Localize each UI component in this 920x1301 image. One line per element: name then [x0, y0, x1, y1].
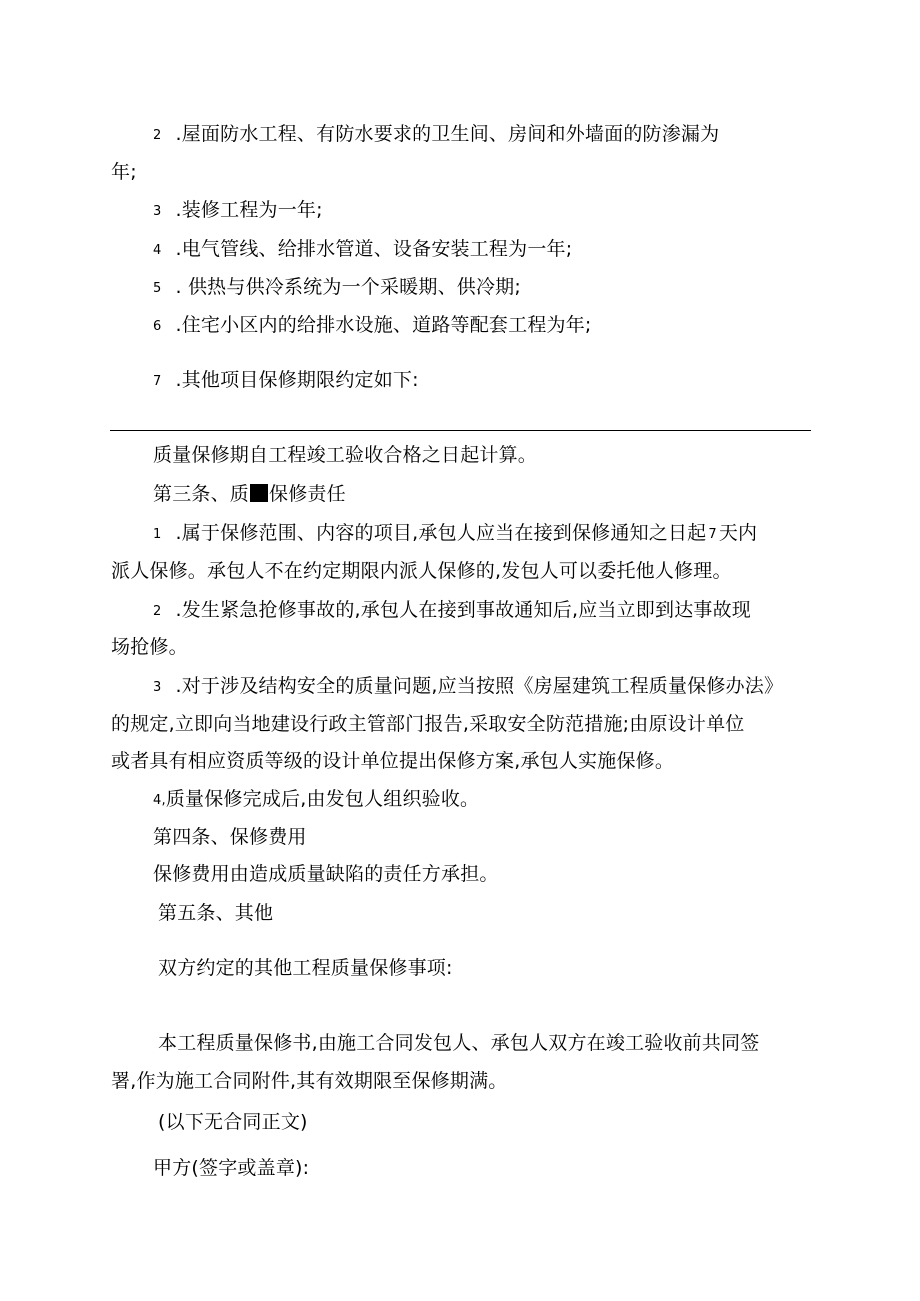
party-a-signature-label: 甲方(签字或盖章):	[153, 1157, 310, 1179]
warranty-item-2	[153, 121, 719, 149]
no-more-text-note: (以下无合同正文)	[158, 1111, 308, 1133]
item-number: 4	[153, 243, 162, 258]
article-3-item-4	[153, 786, 479, 814]
article-3-title	[153, 481, 346, 507]
item-number: 3	[153, 680, 162, 695]
item-text: .属于保修范围、内容的项目,承包人应当在接到保修通知之日起	[175, 522, 707, 544]
item-number: 1	[153, 527, 162, 542]
closing-line-2: 署,作为施工合同附件,其有效期限至保修期满。	[111, 1070, 508, 1092]
article-4-body: 保修费用由造成质量缺陷的责任方承担。	[153, 863, 499, 885]
warranty-item-5	[153, 274, 521, 302]
item-text-end: 天内	[718, 522, 758, 544]
item-text: .对于涉及结构安全的质量问题,应当按照《房屋建筑工程质量保修办法》	[175, 675, 784, 697]
article-3-item-1	[153, 520, 757, 548]
article-3-title-b: 保修责任	[269, 483, 346, 505]
redacted-char-block	[250, 484, 268, 502]
article-3-item-3-continuation-2: 或者具有相应资质等级的设计单位提出保修方案,承包人实施保修。	[111, 750, 675, 772]
item-text: .住宅小区内的给排水设施、道路等配套工程为年;	[175, 314, 592, 336]
days-number: 7	[708, 527, 717, 542]
item-number: 2	[153, 128, 162, 143]
fill-in-underline	[110, 430, 811, 431]
article-3-title-a: 第三条、质	[153, 483, 250, 505]
item-number: 5	[153, 281, 162, 296]
item-number: 6	[153, 319, 162, 334]
warranty-item-4	[153, 236, 572, 264]
item-number: 3	[153, 204, 162, 219]
article-4-title: 第四条、保修费用	[153, 826, 307, 848]
article-5-title: 第五条、其他	[158, 902, 274, 924]
item-text: .屋面防水工程、有防水要求的卫生间、房间和外墙面的防渗漏为	[175, 123, 720, 145]
item-text: .电气管线、给排水管道、设备安装工程为一年;	[175, 238, 573, 260]
article-3-item-3	[153, 673, 783, 701]
item-text: 质量保修完成后,由发包人组织验收。	[165, 788, 480, 810]
closing-line-1: 本工程质量保修书,由施工合同发包人、承包人双方在竣工验收前共同签	[158, 1032, 760, 1054]
item-number: 7	[153, 374, 162, 389]
warranty-item-6	[153, 312, 592, 340]
article-5-body: 双方约定的其他工程质量保修事项:	[158, 957, 453, 979]
item-text: .其他项目保修期限约定如下:	[175, 369, 419, 391]
article-3-item-3-continuation-1: 的规定,立即向当地建设行政主管部门报告,采取安全防范措施;由原设计单位	[111, 713, 745, 735]
article-3-item-2-continuation: 场抢修。	[111, 636, 188, 658]
article-3-item-1-continuation: 派人保修。承包人不在约定期限内派人保修的,发包人可以委托他人修理。	[111, 560, 732, 582]
period-start-text: 质量保修期自工程竣工验收合格之日起计算。	[153, 444, 538, 466]
article-3-item-2	[153, 597, 751, 625]
item-number: 4,	[153, 793, 166, 808]
warranty-item-2-continuation: 年;	[111, 161, 137, 183]
warranty-item-3	[153, 197, 323, 225]
warranty-item-7	[153, 367, 419, 395]
item-text: . 供热与供冷系统为一个采暖期、供冷期;	[175, 276, 521, 298]
item-number: 2	[153, 604, 162, 619]
item-text: .发生紧急抢修事故的,承包人在接到事故通知后,应当立即到达事故现	[175, 599, 752, 621]
item-text: .装修工程为一年;	[175, 199, 323, 221]
